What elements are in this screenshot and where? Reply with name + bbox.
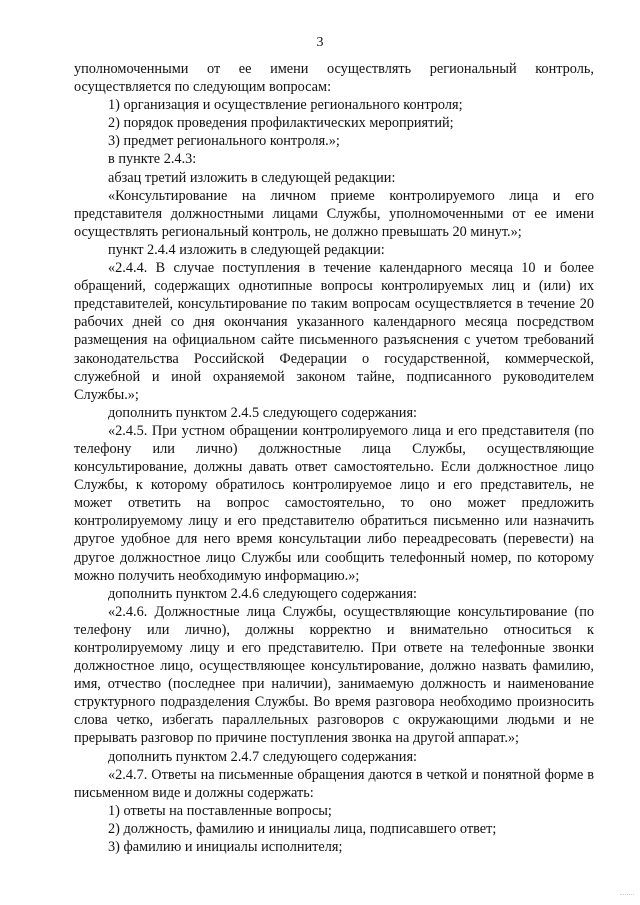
paragraph-clause-2-4-7-instruction: дополнить пунктом 2.4.7 следующего содержания: [108, 748, 417, 765]
scan-edge-mark [620, 894, 634, 899]
paragraph-scope-continuation: уполномоченными от ее имени осуществлять региональный контроль, осуществляется по следующим вопросам: [74, 61, 594, 96]
paragraph-clause-2-4-5: «2.4.5. При устном обращении контролируемого лица и его представителя (по телефону или лично) должностные лица Службы, осуществляющие консультирование, должны давать ответ самостоятельно. Если должностное лицо Службы, к которому обратилось контролируемое лицо и его представитель, не может ответить на вопрос самостоятельно, то оно может предложить контролируемому лицу и его представителю обратиться письменно или назначить другое удобное для него время консультации либо переадресовать (перевести) на другое должностное лицо Службы или сообщить телефонный номер, по которому можно получить необходимую информацию.»; [74, 422, 594, 584]
paragraph-amend-instruction: абзац третий изложить в следующей редакции: [108, 169, 396, 186]
paragraph-clause-2-4-4-instruction: пункт 2.4.4 изложить в следующей редакции: [108, 241, 385, 258]
list-item-organization: 1) организация и осуществление регионального контроля; [108, 97, 463, 114]
list-item-answers: 1) ответы на поставленные вопросы; [108, 802, 332, 819]
paragraph-clause-2-4-4: «2.4.4. В случае поступления в течение календарного месяца 10 и более обращений, содержащих однотипные вопросы контролируемых лиц и (или) их представителей, консультирование по таким вопросам осуществляется в течение 20 рабочих дней со дня окончания указанного календарного месяца посредством размещения на официальном сайте письменного разъяснения с учетом требований законодательства Российской Федерации о государственной, коммерческой, служебной и иной охраняемой законом тайне, подписанного руководителем Службы.»; [74, 260, 594, 403]
list-item-executor: 3) фамилию и инициалы исполнителя; [108, 839, 343, 856]
paragraph-clause-2-4-6-instruction: дополнить пунктом 2.4.6 следующего содержания: [108, 585, 417, 602]
paragraph-clause-2-4-3: в пункте 2.4.3: [108, 151, 197, 168]
list-item-subject: 3) предмет регионального контроля.»; [108, 133, 340, 150]
list-item-prevention: 2) порядок проведения профилактических мероприятий; [108, 115, 454, 132]
page-number: 3 [316, 35, 324, 50]
paragraph-clause-2-4-7: «2.4.7. Ответы на письменные обращения даются в четкой и понятной форме в письменном виде и должны содержать: [74, 766, 594, 801]
list-item-signatory: 2) должность, фамилию и инициалы лица, подписавшего ответ; [108, 820, 497, 837]
document-body [74, 60, 594, 856]
paragraph-clause-2-4-5-instruction: дополнить пунктом 2.4.5 следующего содержания: [108, 404, 417, 421]
paragraph-clause-2-4-6: «2.4.6. Должностные лица Службы, осуществляющие консультирование (по телефону или лично), должны корректно и внимательно относиться к контролируемому лицу и его представителю. При ответе на телефонные звонки должностное лицо, осуществляющее консультирование, должно назвать фамилию, имя, отчество (последнее при наличии), занимаемую должность и наименование структурного подразделения Службы. Во время разговора необходимо произносить слова четко, избегать параллельных разговоров с окружающими людьми и не прерывать разговор по причине поступления звонка на другой аппарат.»; [74, 603, 594, 747]
paragraph-consultation-limit: «Консультирование на личном приеме контролируемого лица и его представителя должностными лицами Службы, уполномоченными от ее имени осуществлять региональный контроль, не должно превышать 20 минут.»; [74, 187, 594, 240]
